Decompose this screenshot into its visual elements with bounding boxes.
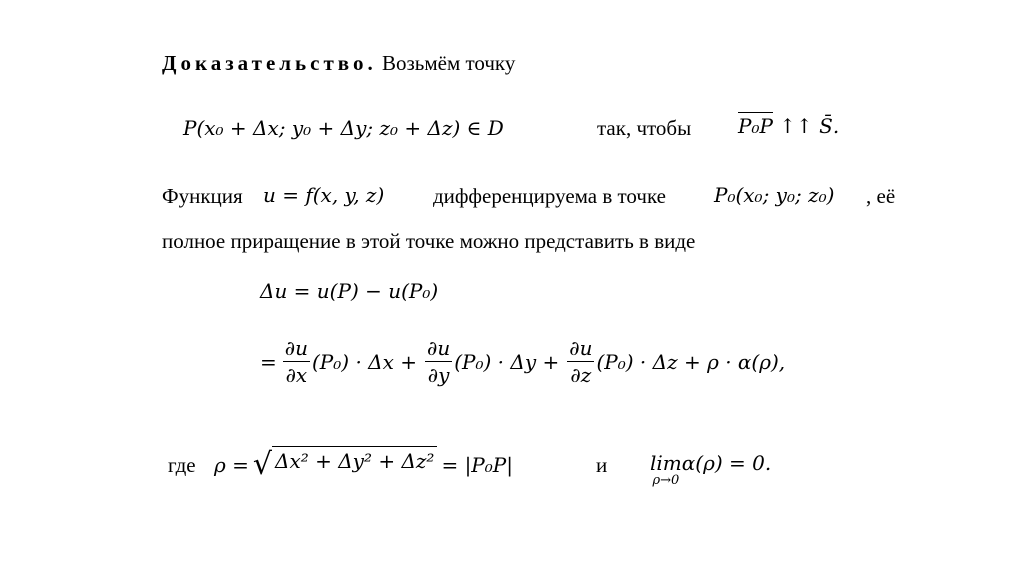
rho-equals: ρ = (214, 452, 249, 477)
its-text: , её (866, 184, 896, 208)
vector-p0p: P₀P (738, 114, 773, 138)
rho-rhs: = |P₀P| (441, 452, 513, 477)
partial-derivative-x: $\frac{\partial u}{\partial x}$ (284, 336, 308, 387)
limit-operator: lim ρ→0 (650, 451, 682, 488)
total-differential-equation (260, 336, 785, 387)
limit-expression (650, 451, 771, 488)
limit-rhs: α(ρ) = 0. (681, 451, 772, 475)
differentiable-text: дифференцируема в точке (433, 184, 666, 208)
function-formula: u = f(x, y, z) (263, 183, 385, 207)
radicand: Δx² + Δy² + Δz² (272, 446, 437, 473)
term-x-tail: (P₀) · Δx + (312, 349, 417, 374)
proof-line (162, 51, 515, 76)
partial-derivative-y: $\frac{\partial u}{\partial y}$ (427, 336, 451, 387)
vector-s: S̄. (819, 114, 840, 138)
partial-derivative-z: $\frac{\partial u}{\partial z}$ (569, 336, 593, 387)
point-p0: P₀(x₀; y₀; z₀) (714, 183, 835, 207)
where-text: где (168, 453, 196, 477)
condition-text: так, чтобы (597, 116, 692, 140)
and-text: и (596, 453, 608, 477)
direction-condition (738, 114, 839, 138)
proof-intro-text: Возьмём точку (381, 51, 516, 75)
function-label: Функция (162, 184, 243, 208)
codirectional-symbol: ↑↑ (779, 114, 813, 138)
equals-sign: = (260, 349, 277, 374)
increment-text: полное приращение в этой точке можно представить в виде (162, 229, 696, 253)
limit-subscript: ρ→0 (652, 473, 680, 488)
radical-sign: √ (252, 447, 272, 482)
increment-equation: Δu = u(P) − u(P₀) (260, 279, 439, 303)
rho-definition (214, 447, 513, 482)
proof-heading: Доказательство. (162, 51, 377, 75)
square-root (253, 447, 438, 482)
point-definition: P(x₀ + Δx; y₀ + Δy; z₀ + Δz) ∈ D (183, 116, 504, 140)
term-y-tail: (P₀) · Δy + (454, 349, 560, 374)
term-z-tail: (P₀) · Δz + ρ · α(ρ), (596, 349, 786, 374)
